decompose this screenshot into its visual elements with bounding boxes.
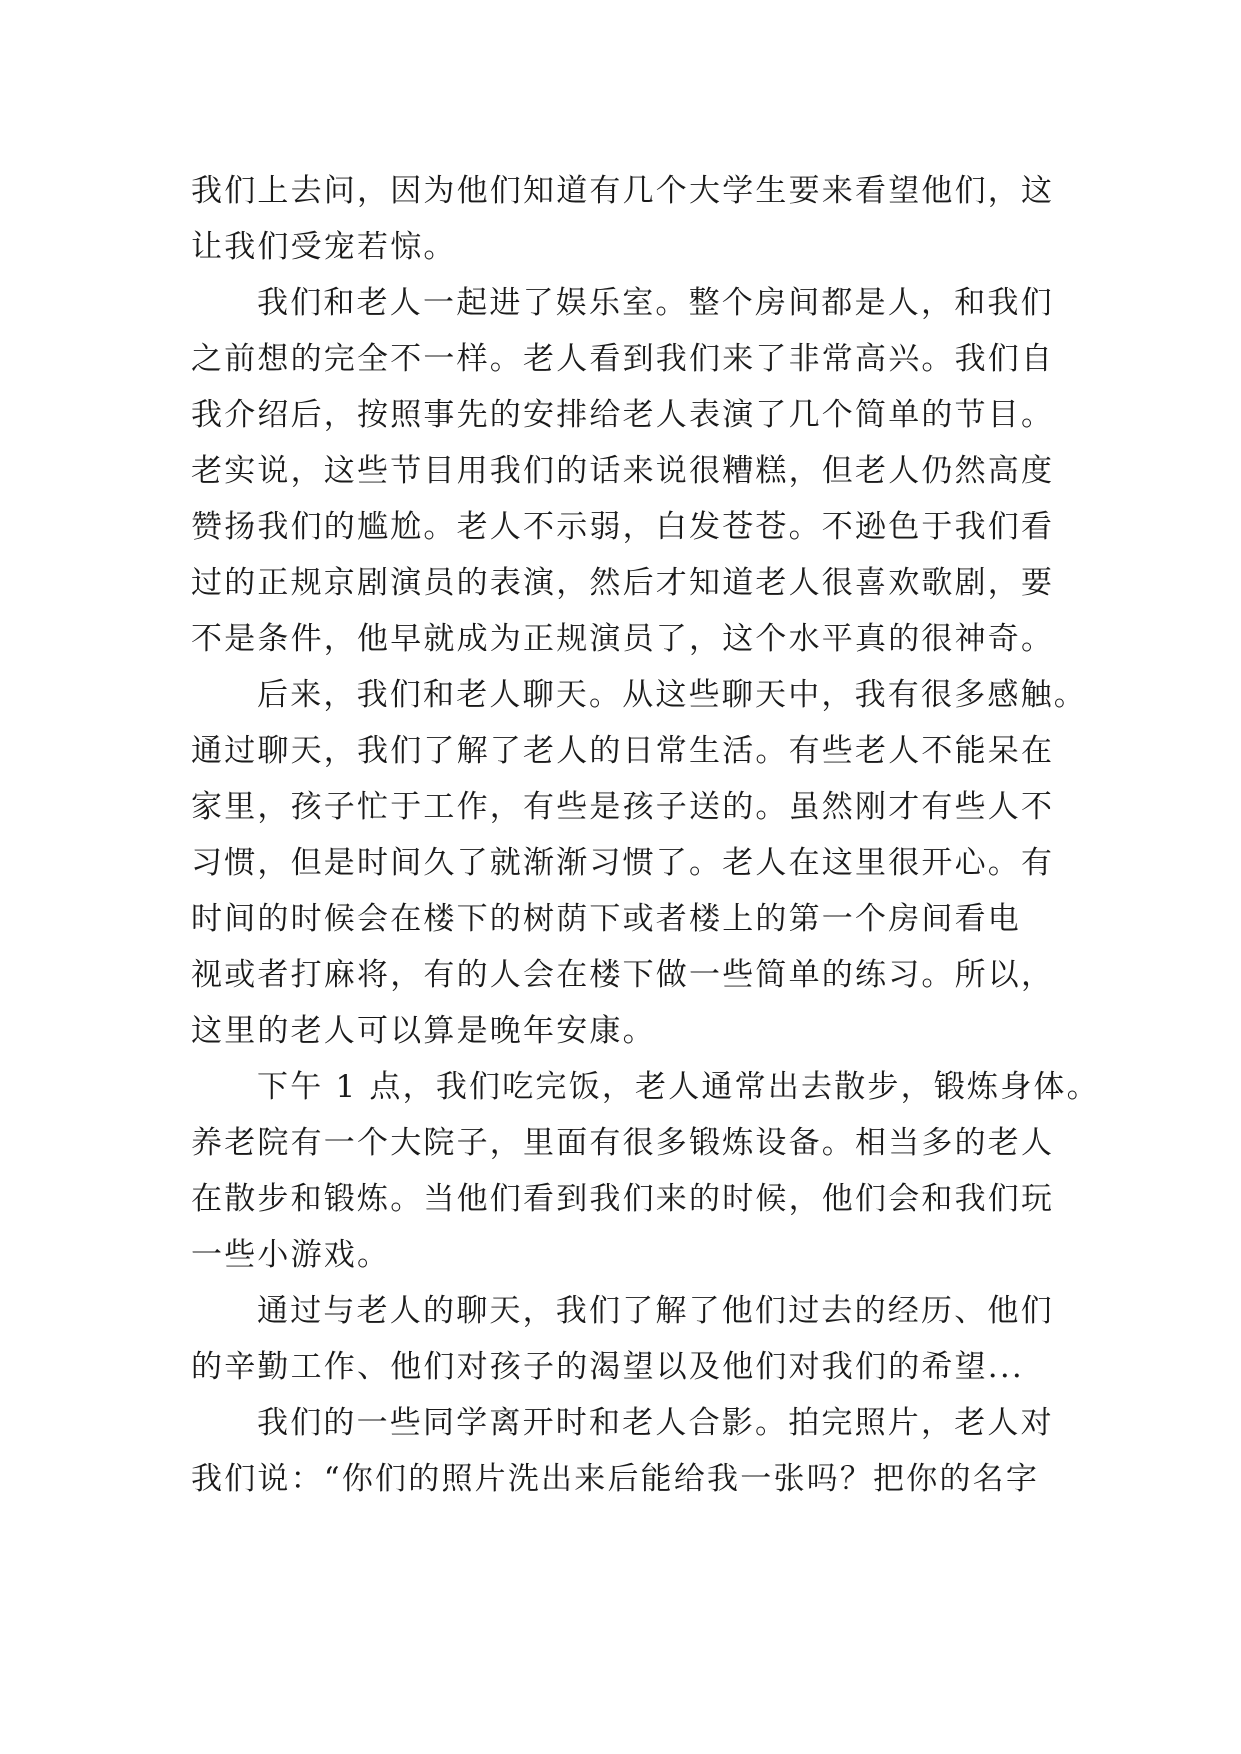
text-line: 老实说，这些节目用我们的话来说很糟糕，但老人仍然高度 xyxy=(191,453,1055,489)
text-line: 养老院有一个大院子，里面有很多锻炼设备。相当多的老人 xyxy=(191,1125,1055,1161)
text-line: 不是条件，他早就成为正规演员了，这个水平真的很神奇。 xyxy=(191,621,1055,657)
text-line: 我介绍后，按照事先的安排给老人表演了几个简单的节目。 xyxy=(191,397,1055,433)
body-text xyxy=(191,163,1100,1507)
text-line: 通过聊天，我们了解了老人的日常生活。有些老人不能呆在 xyxy=(191,733,1055,769)
text-line: 我们说：“你们的照片洗出来后能给我一张吗？把你的名字 xyxy=(191,1461,1040,1497)
text-line: 在散步和锻炼。当他们看到我们来的时候，他们会和我们玩 xyxy=(191,1181,1055,1217)
text-line: 家里，孩子忙于工作，有些是孩子送的。虽然刚才有些人不 xyxy=(191,789,1055,825)
paragraph-start-line: 我们和老人一起进了娱乐室。整个房间都是人，和我们 xyxy=(257,285,1054,321)
text-line: 过的正规京剧演员的表演，然后才知道老人很喜欢歌剧，要 xyxy=(191,565,1055,601)
text-line: 一些小游戏。 xyxy=(191,1237,391,1273)
text-line: 视或者打麻将，有的人会在楼下做一些简单的练习。所以， xyxy=(191,957,1055,993)
text-line: 这里的老人可以算是晚年安康。 xyxy=(191,1013,656,1049)
text-line: 我们上去问，因为他们知道有几个大学生要来看望他们，这 xyxy=(191,173,1055,209)
paragraph-start-line: 通过与老人的聊天，我们了解了他们过去的经历、他们 xyxy=(257,1293,1054,1329)
text-line: 赞扬我们的尴尬。老人不示弱，白发苍苍。不逊色于我们看 xyxy=(191,509,1055,545)
text-line: 时间的时候会在楼下的树荫下或者楼上的第一个房间看电 xyxy=(191,901,1021,937)
paragraph-start-line: 后来，我们和老人聊天。从这些聊天中，我有很多感触。 xyxy=(257,677,1087,713)
text-line: 习惯，但是时间久了就渐渐习惯了。老人在这里很开心。有 xyxy=(191,845,1055,881)
paragraph-start-line: 下午 1 点，我们吃完饭，老人通常出去散步，锻炼身体。 xyxy=(257,1069,1100,1105)
text-line: 让我们受宠若惊。 xyxy=(191,229,457,265)
paragraph-start-line: 我们的一些同学离开时和老人合影。拍完照片，老人对 xyxy=(257,1405,1054,1441)
text-line: 之前想的完全不一样。老人看到我们来了非常高兴。我们自 xyxy=(191,341,1055,377)
text-line: 的辛勤工作、他们对孩子的渴望以及他们对我们的希望... xyxy=(191,1349,1024,1385)
